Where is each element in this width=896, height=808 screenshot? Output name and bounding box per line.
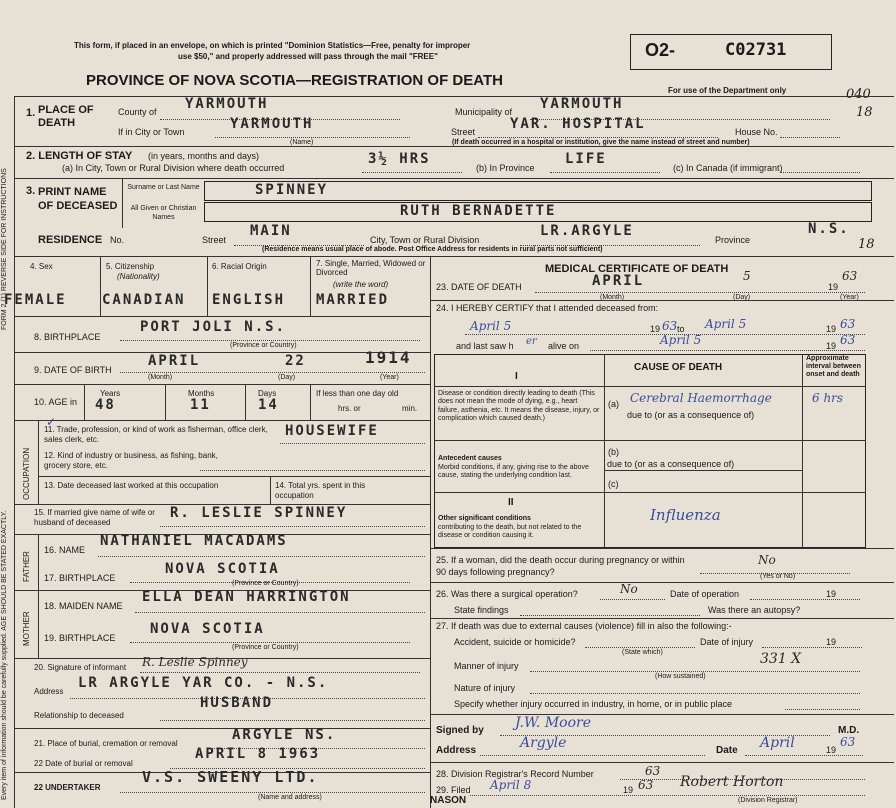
age-months[interactable]: 11 [190, 397, 211, 413]
stay-city-value[interactable]: 3½ HRS [368, 151, 431, 167]
mother-maiden-value[interactable]: ELLA DEAN HARRINGTON [142, 589, 351, 605]
dob-line [120, 372, 425, 373]
last-saw-year-prefix: 19 [826, 341, 837, 351]
form-number-prefix: O2- [645, 40, 676, 60]
citizenship-value[interactable]: CANADIAN [102, 292, 186, 308]
rule-after-death-date [430, 300, 894, 301]
form-title: PROVINCE OF NOVA SCOTIA—REGISTRATION OF DEATH [86, 72, 503, 89]
death-date-line [535, 292, 865, 293]
municipality-label: Municipality of [455, 107, 513, 117]
stay-line-a: (a) In City, Town or Rural Division where death occurred [62, 163, 285, 173]
death-month[interactable]: APRIL [592, 273, 645, 289]
cause-a-interval[interactable]: 6 hrs [812, 391, 844, 405]
left-rule [14, 96, 15, 808]
spouse-label: 15. If married give name of wife or husband of deceased [34, 508, 155, 527]
filed-value[interactable]: April 8 [490, 778, 532, 792]
cause-table-left-divider [604, 354, 605, 548]
age-years[interactable]: 48 [95, 397, 116, 413]
stay-city-line [362, 172, 462, 173]
father-caption: (Province or Country) [232, 580, 299, 587]
mother-birthplace-line [130, 642, 410, 643]
rule-after-dob [14, 384, 430, 385]
mother-side-label: MOTHER [22, 611, 31, 646]
rule-after-woman [430, 582, 894, 583]
age-divider-4 [310, 384, 311, 420]
age-label: 10. AGE in [34, 397, 78, 407]
mother-maiden-label: 18. MAIDEN NAME [44, 601, 123, 611]
margin-note-top: FORM 2 (1) REVERSE SIDE FOR INSTRUCTIONS [1, 168, 8, 330]
last-saw-date[interactable]: April 5 [660, 333, 702, 347]
rule-after-cause [430, 548, 894, 549]
sex-value[interactable]: FEMALE [4, 292, 67, 308]
surgery-line [600, 599, 665, 600]
mother-birthplace-value[interactable]: NOVA SCOTIA [150, 621, 265, 637]
filed-label: 29. Filed [436, 785, 471, 795]
death-day[interactable]: 5 [743, 269, 751, 283]
age-days[interactable]: 14 [258, 397, 279, 413]
manner-label: Manner of injury [454, 661, 519, 671]
roman-one: I [515, 371, 518, 382]
how-sustained: (How sustained) [655, 673, 706, 680]
stay-hint: (in years, months and days) [148, 151, 260, 161]
rule-after-stay [14, 178, 894, 179]
other-desc: contributing to the death, but not related to the disease or condition causing it. [438, 524, 582, 540]
rule-after-place [14, 146, 894, 147]
residence-province-label: Province [715, 235, 751, 245]
attended-to-label: to [677, 324, 685, 334]
trade-line [280, 443, 425, 444]
rule-occupation-mid [38, 476, 430, 477]
informant-address[interactable]: LR ARGYLE YAR CO. - N.S. [78, 675, 329, 691]
cause-b-label: (b) [608, 447, 619, 457]
house-label: House No. [735, 127, 778, 137]
father-name-value[interactable]: NATHANIEL MACADAMS [100, 533, 288, 549]
burial-date-label: 22 Date of burial or removal [34, 759, 133, 768]
rule-after-personal [14, 316, 430, 317]
father-name-line [98, 556, 425, 557]
county-value[interactable]: YARMOUTH [185, 96, 269, 112]
cause-c-label: (c) [608, 479, 619, 489]
interval-label: Approximate interval between onset and death [806, 355, 861, 379]
mother-side-rule [38, 590, 39, 658]
bottom-scrawl: NASON [430, 795, 467, 806]
residence-city-value[interactable]: LR.ARGYLE [540, 223, 634, 239]
city-value[interactable]: YARMOUTH [230, 116, 314, 132]
op-date-line [750, 599, 860, 600]
age-months-label: Months [188, 389, 215, 398]
informant-address-label: Address [34, 687, 64, 696]
dob-year-caption: (Year) [380, 374, 399, 381]
burial-place-label: 21. Place of burial, cremation or removal [34, 739, 178, 748]
citizenship-label: 5. Citizenship [106, 262, 155, 271]
citizenship-divider [207, 256, 208, 316]
state-which: (State which) [622, 649, 663, 656]
place-label [38, 104, 98, 130]
medical-heading: MEDICAL CERTIFICATE OF DEATH [545, 263, 729, 275]
other-value[interactable]: Influenza [650, 506, 721, 524]
age-divider-2 [165, 384, 166, 420]
cause-rule-b [604, 470, 802, 471]
stay-line-b: (b) In Province [476, 163, 535, 173]
date-value[interactable]: April [760, 735, 795, 751]
yes-no-caption: (Yes or No) [760, 573, 796, 580]
age-hrs-label: hrs. or [338, 404, 361, 413]
rule-after-age [14, 420, 430, 421]
stay-label [26, 151, 132, 162]
mail-notice-line1: This form, if placed in an envelope, on which is printed "Dominion Statistics—Free, penalty for improper [74, 41, 471, 50]
mail-notice-line2: use $50," and properly addressed will pass through the mail "FREE" [178, 52, 438, 61]
death-date-label: 23. DATE OF DEATH [436, 282, 522, 292]
surname-value[interactable]: SPINNEY [255, 182, 329, 198]
address-line [480, 755, 705, 756]
racial-value[interactable]: ENGLISH [212, 292, 286, 308]
column-divider [430, 256, 431, 808]
citizenship-sub: (Nationality) [117, 272, 160, 281]
cause-rule-1 [434, 440, 866, 441]
residence-city-label: City, Town or Rural Division [370, 235, 480, 245]
dob-label: 9. DATE OF BIRTH [34, 365, 112, 375]
specify-line [785, 709, 860, 710]
spouse-value[interactable]: R. LESLIE SPINNEY [170, 505, 348, 521]
dept-code-3: 18 [858, 237, 875, 252]
surgery-label: 26. Was there a surgical operation? [436, 589, 578, 599]
accident-line [585, 647, 695, 648]
stay-canada-line [780, 172, 860, 173]
nature-line [530, 693, 860, 694]
father-side-rule [38, 534, 39, 590]
cause-table-interval-divider [802, 354, 803, 548]
father-birthplace-value[interactable]: NOVA SCOTIA [165, 561, 280, 577]
racial-divider [310, 256, 311, 316]
death-month-caption: (Month) [600, 294, 625, 301]
rule-after-external [430, 714, 894, 715]
age-min-label: min. [402, 404, 418, 413]
last-saw-label: and last saw h [456, 341, 514, 351]
stay-province-value[interactable]: LIFE [565, 151, 607, 167]
woman-value[interactable]: No [758, 553, 776, 567]
findings-label: State findings [454, 605, 509, 615]
father-side-label: FATHER [22, 551, 31, 582]
undertaker-line [120, 792, 425, 793]
registrar-caption: (Division Registrar) [738, 797, 798, 804]
mother-maiden-line [135, 612, 425, 613]
place-label-text: PLACE OF DEATH [38, 104, 94, 130]
age-days-label: Days [258, 389, 277, 398]
date-line [745, 755, 863, 756]
residence-street-value[interactable]: MAIN [250, 223, 292, 239]
racial-label: 6. Racial Origin [212, 262, 267, 271]
birthplace-value[interactable]: PORT JOLI N.S. [140, 319, 287, 335]
county-label: County of [118, 107, 157, 117]
manner-code[interactable]: 331 X [760, 651, 802, 667]
rule-after-residence [14, 256, 894, 257]
surname-label: Surname or Last Name [127, 184, 200, 191]
marital-sub: (write the word) [333, 280, 389, 289]
age-tick: ✓ [46, 415, 57, 429]
mother-caption: (Province or Country) [232, 644, 299, 651]
informant-signature[interactable]: R. Leslie Spinney [142, 655, 248, 669]
house-line [780, 137, 840, 138]
dept-use-note: For use of the Department only [668, 86, 787, 95]
marital-value[interactable]: MARRIED [316, 292, 390, 308]
institution-note: (If death occurred in a hospital or institution, give the name instead of street and number) [452, 139, 750, 146]
roman-two: II [508, 497, 514, 508]
signed-label: Signed by [436, 725, 484, 736]
margin-note-bottom: Every item of information should be carefully supplied. AGE SHOULD BE STATED EXACTLY. [1, 510, 8, 800]
dob-day[interactable]: 22 [285, 353, 306, 369]
industry-label: 12. Kind of industry or business, as fishing, bank, grocery store, etc. [44, 451, 218, 470]
residence-street-label: Street [202, 235, 227, 245]
address-value[interactable]: Argyle [520, 735, 567, 751]
industry-line [200, 470, 425, 471]
name-divider [122, 178, 123, 228]
occupation-side-label: OCCUPATION [22, 447, 31, 500]
cause-heading: CAUSE OF DEATH [634, 362, 723, 373]
filed-year-prefix: 19 [623, 785, 634, 795]
residence-province-value[interactable]: N.S. [808, 221, 850, 237]
years-spent-label: 14. Total yrs. spent in this occupation [275, 481, 366, 500]
rule-after-signed [430, 762, 894, 763]
injury-date-label: Date of injury [700, 637, 754, 647]
cause-a-value[interactable]: Cerebral Haemorrhage [630, 391, 772, 405]
alive-on-label: alive on [548, 341, 580, 351]
address-label: Address [436, 745, 477, 756]
filed-line [470, 795, 865, 796]
attended-from[interactable]: April 5 [470, 319, 512, 333]
age-divider-1 [84, 384, 85, 420]
father-name-label: 16. NAME [44, 545, 86, 555]
father-birthplace-label: 17. BIRTHPLACE [44, 573, 116, 583]
last-saw-her[interactable]: er [526, 336, 537, 347]
stay-label-text: LENGTH OF STAY [38, 150, 133, 162]
dept-code-2: 18 [856, 105, 873, 120]
injury-date-line [762, 647, 862, 648]
undertaker-caption: (Name and address) [258, 794, 322, 801]
sex-label: 4. Sex [30, 262, 53, 271]
sex-divider [100, 256, 101, 316]
attended-to[interactable]: April 5 [705, 317, 747, 331]
last-saw-year[interactable]: 63 [840, 333, 856, 347]
last-saw-line [590, 350, 865, 351]
surgery-value[interactable]: No [620, 582, 638, 596]
informant-signature-line [140, 672, 420, 673]
given-value[interactable]: RUTH BERNADETTE [400, 203, 557, 219]
attended-to-year-prefix: 19 [826, 324, 837, 334]
informant-signature-label: 20. Signature of informant [34, 663, 127, 672]
date-year-prefix: 19 [826, 745, 837, 755]
external-label: 27. If death was due to external causes (violence) fill in also the following:- [436, 621, 732, 631]
antecedent-label: Antecedent causes [438, 455, 502, 462]
name-label: PRINT NAME OF DECEASED [38, 186, 118, 212]
birthplace-label: 8. BIRTHPLACE [34, 332, 101, 342]
birthplace-caption: (Province or Country) [230, 342, 297, 349]
occupation-mid-divider [270, 476, 271, 504]
nature-label: Nature of injury [454, 683, 516, 693]
date-label: Date [716, 745, 738, 756]
mother-birthplace-label: 19. BIRTHPLACE [44, 633, 116, 643]
filed-year[interactable]: 63 [638, 778, 654, 792]
death-year-caption: (Year) [840, 294, 859, 301]
burial-place-value[interactable]: ARGYLE NS. [232, 727, 337, 743]
top-rule [14, 96, 894, 97]
date-year[interactable]: 63 [840, 735, 856, 749]
dob-month[interactable]: APRIL [148, 353, 201, 369]
cause-a-label: (a) [608, 399, 619, 409]
form-number: C02731 [725, 40, 787, 60]
last-worked-label: 13. Date deceased last worked at this occupation [44, 481, 219, 490]
occupation-side-rule [38, 420, 39, 504]
given-label: All Given or Christian Names [130, 205, 197, 222]
other-label: Other significant conditions [438, 515, 531, 522]
rule-after-surgery [430, 618, 894, 619]
disease-label [438, 390, 600, 423]
relationship-value[interactable]: HUSBAND [200, 695, 274, 711]
city-label: If in City or Town [118, 127, 185, 137]
relationship-line [160, 720, 425, 721]
op-date-year-prefix: 19 [826, 589, 837, 599]
rule-after-informant [14, 728, 430, 729]
dob-day-caption: (Day) [278, 374, 296, 381]
woman-label: 25. If a woman, did the death occur during pregnancy or within 90 days following pregnancy? [436, 555, 685, 578]
street-line [478, 137, 718, 138]
registrar-signature[interactable]: Robert Horton [680, 774, 784, 790]
residence-label: RESIDENCE [38, 234, 103, 246]
disease-label-text: Disease or condition directly leading to death (This does not mean the mode of dying, e.g., heart failure, asthenia, etc. It means the disease, injury, or complication which caused death.) [438, 390, 600, 422]
street-value[interactable]: YAR. HOSPITAL [510, 116, 646, 132]
name-num: 3. [26, 185, 36, 197]
cause-b-due: due to (or as a consequence of) [607, 459, 735, 469]
stay-line-c: (c) In Canada (if immigrant) [673, 163, 783, 173]
stay-num: 2. [26, 150, 36, 162]
spouse-line [160, 526, 425, 527]
age-less-label: If less than one day old [316, 389, 399, 398]
manner-line [530, 671, 860, 672]
signed-value[interactable]: J.W. Moore [515, 715, 591, 731]
findings-line [520, 615, 700, 616]
trade-label: 11. Trade, profession, or kind of work as fisherman, office clerk, sales clerk, etc. [44, 425, 268, 444]
md-label: M.D. [838, 725, 860, 736]
death-day-caption: (Day) [733, 294, 751, 301]
age-divider-3 [245, 384, 246, 420]
trade-value[interactable]: HOUSEWIFE [285, 423, 379, 439]
attended-from-year[interactable]: 63 [662, 319, 678, 333]
undertaker-value[interactable]: V.S. SWEENY LTD. [142, 768, 319, 786]
death-year-prefix: 19 [828, 282, 839, 292]
relationship-label: Relationship to deceased [34, 711, 124, 720]
dob-year[interactable]: 1914 [365, 348, 412, 367]
undertaker-label: 22 UNDERTAKER [34, 783, 101, 792]
antecedent-desc: Morbid conditions, if any, giving rise to the above cause, stating the underlying condition last. [438, 464, 589, 480]
cause-header-rule [434, 386, 866, 387]
accident-label: Accident, suicide or homicide? [454, 637, 576, 647]
record-value[interactable]: 63 [645, 764, 661, 778]
attended-from-year-prefix: 19 [650, 324, 661, 334]
death-year[interactable]: 63 [842, 269, 858, 283]
attended-to-year[interactable]: 63 [840, 317, 856, 331]
place-num: 1. [26, 107, 36, 119]
residence-note: (Residence means usual place of abode. Post Office Address for residents in rural parts not sufficient) [262, 246, 603, 253]
op-date-label: Date of operation [670, 589, 740, 599]
age-years-label: Years [100, 389, 121, 398]
dept-code-1: 040 [846, 87, 871, 102]
certify-label: 24. I HEREBY CERTIFY that I attended deceased from: [436, 303, 659, 313]
record-label: 28. Division Registrar's Record Number [436, 769, 594, 779]
specify-label: Specify whether injury occurred in industry, in home, or in public place [454, 699, 732, 709]
birthplace-line [120, 340, 420, 341]
street-label: Street [451, 127, 476, 137]
city-line [215, 137, 410, 138]
autopsy-label: Was there an autopsy? [708, 605, 801, 615]
burial-date-value[interactable]: APRIL 8 1963 [195, 746, 321, 762]
cause-a-due: due to (or as a consequence of) [627, 410, 755, 420]
city-caption: (Name) [290, 139, 314, 146]
dob-month-caption: (Month) [148, 374, 173, 381]
residence-no-label: No. [110, 235, 125, 245]
injury-date-year-prefix: 19 [826, 637, 837, 647]
marital-label: 7. Single, Married, Widowed or Divorced [316, 259, 426, 278]
cause-rule-2 [434, 492, 866, 493]
stay-province-line [550, 172, 660, 173]
municipality-value[interactable]: YARMOUTH [540, 96, 624, 112]
